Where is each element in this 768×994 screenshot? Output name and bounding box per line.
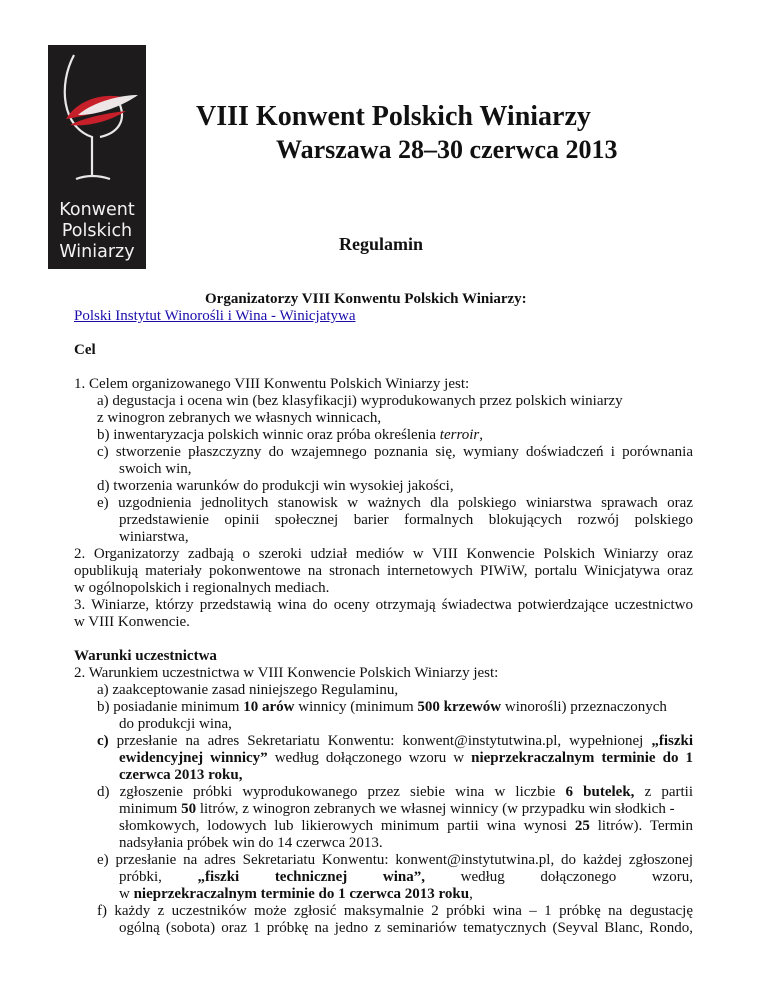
page-title: VIII Konwent Polskich Winiarzy xyxy=(196,101,591,132)
cel-item-e-line3: winiarstwa, xyxy=(119,529,189,545)
organizer-link[interactable]: Polski Instytut Winorośli i Wina - Winicjatywa xyxy=(74,308,356,324)
warunki-d2-bold: 50 xyxy=(181,801,197,817)
warunki-item-f-line1: f) każdy z uczestników może zgłosić maksymalnie 2 próbki wina – 1 próbkę na degustację xyxy=(97,903,693,919)
cel-item-b-end: , xyxy=(479,427,483,443)
warunki-b-mid: winnicy (minimum xyxy=(294,699,418,715)
cel-item-c-line1: c) stworzenie płaszczyzny do wzajemnego poznania się, wymiany doświadczeń i porównania xyxy=(97,444,693,460)
warunki-c2-bold2: nieprzekraczalnym terminie do 1 xyxy=(471,750,693,766)
warunki-c-bold: „fiszki xyxy=(651,733,693,749)
warunki-b-bold2: 500 krzewów xyxy=(417,699,502,715)
warunki-item-e-line3 xyxy=(119,886,473,903)
cel-item-d: d) tworzenia warunków do produkcji win wysokiej jakości, xyxy=(97,478,454,494)
warunki-c-label: c) xyxy=(97,733,109,749)
warunki-item-c-line2 xyxy=(119,750,693,767)
logo-line-1: Konwent xyxy=(59,200,135,220)
warunki-d2-pre: minimum xyxy=(119,801,182,817)
cel-item-e-line2: przedstawienie opinii społecznej barier formalnych blokujących rozwój polskiego xyxy=(119,512,693,528)
warunki-c3-bold: czerwca 2013 roku, xyxy=(119,767,243,783)
organizers-heading: Organizatorzy VIII Konwentu Polskich Winiarzy: xyxy=(205,291,527,307)
warunki-e2-w2: „fiszki xyxy=(197,869,240,885)
cel-point-3-line1: 3. Winiarze, którzy przedstawią wina do oceny otrzymają świadectwa potwierdzające uczestnictwo xyxy=(74,597,693,613)
warunki-item-d-line3 xyxy=(119,818,693,835)
warunki-d1-post: z partii xyxy=(644,784,694,800)
cel-point-2-line2: opublikują materiały pokonwentowe na stronach internetowych PIWiW, portalu Winicjatywa oraz xyxy=(74,563,693,579)
regulamin-heading: Regulamin xyxy=(339,234,424,254)
logo-line-2: Polskich xyxy=(61,221,133,241)
cel-item-a-line1: a) degustacja i ocena win (bez klasyfikacji) wyprodukowanych przez polskich winiarzy xyxy=(97,393,623,409)
cel-point-3-line2: w VIII Konwencie. xyxy=(74,614,190,630)
warunki-e2-w6: dołączonego xyxy=(540,869,617,885)
warunki-b-pre: b) posiadanie minimum xyxy=(97,699,244,715)
warunki-d2-post: litrów, z winogron zebranych we własnej winnicy (w przypadku win słodkich - xyxy=(196,801,675,817)
warunki-e3-pre: w xyxy=(119,886,134,902)
warunki-intro: 2. Warunkiem uczestnictwa w VIII Konwencie Polskich Winiarzy jest: xyxy=(74,665,499,681)
warunki-d1-pre: d) zgłoszenie próbki wyprodukowanego przez siebie wina w liczbie xyxy=(97,784,556,800)
cel-point-2-line3: w ogólnopolskich i regionalnych mediach. xyxy=(74,580,330,596)
warunki-b-bold1: 10 arów xyxy=(243,699,295,715)
cel-item-e-line1: e) uzgodnienia jednolitych stanowisk w ważnych dla polskiego winiarstwa sprawach oraz xyxy=(97,495,693,511)
warunki-item-f-line2: ogólną (sobota) oraz 1 próbkę na jedno z seminariów tematycznych (Seyval Blanc, Rondo, xyxy=(119,920,693,936)
konwent-logo xyxy=(48,45,146,269)
cel-point-2-line1: 2. Organizatorzy zadbają o szeroki udział mediów w VIII Konwencie Polskich Winiarzy oraz xyxy=(74,546,693,562)
warunki-b-post: winorośli) przeznaczonych xyxy=(501,699,667,715)
cel-point-1: 1. Celem organizowanego VIII Konwentu Polskich Winiarzy jest: xyxy=(74,376,470,392)
logo-line-3: Winiarzy xyxy=(59,242,135,262)
warunki-e2-w7: wzoru, xyxy=(651,869,694,885)
cel-item-b-text: b) inwentaryzacja polskich winnic oraz próba określenia xyxy=(97,427,437,443)
cel-item-a-line2: z winogron zebranych we własnych winnicach, xyxy=(97,410,382,426)
warunki-item-c-line1 xyxy=(97,733,693,750)
logo-text xyxy=(48,200,146,263)
warunki-item-d-line4: nadsyłania próbek win do 14 czerwca 2013. xyxy=(119,835,383,851)
warunki-e3-post: , xyxy=(469,886,473,902)
warunki-d1-bold: 6 butelek, xyxy=(565,784,635,800)
warunki-d3-pre: słomkowych, lodowych lub likierowych minimum partii wina wynosi xyxy=(119,818,567,834)
cel-item-b xyxy=(97,427,483,444)
warunki-item-d-line1 xyxy=(97,784,693,801)
cel-item-c-line2: swoich win, xyxy=(119,461,192,477)
warunki-item-e-line1: e) przesłanie na adres Sekretariatu Konwentu: konwent@instytutwina.pl, do każdej zgłoszonej xyxy=(97,852,693,868)
warunki-heading: Warunki uczestnictwa xyxy=(74,648,217,664)
warunki-item-a: a) zaakceptowanie zasad niniejszego Regulaminu, xyxy=(97,682,399,698)
warunki-d3-post: litrów). Termin xyxy=(597,818,693,834)
wine-glass-icon xyxy=(48,45,146,195)
warunki-e2-w1: próbki, xyxy=(119,869,162,885)
page-subtitle: Warszawa 28–30 czerwca 2013 xyxy=(276,135,618,164)
cel-heading: Cel xyxy=(74,342,96,358)
warunki-item-b-line2: do produkcji wina, xyxy=(119,716,232,732)
warunki-c-text: przesłanie na adres Sekretariatu Konwentu: konwent@instytutwina.pl, wypełnionej xyxy=(116,733,644,749)
warunki-e3-bold: nieprzekraczalnym terminie do 1 czerwca 2013 roku xyxy=(133,886,470,902)
warunki-item-e-line2 xyxy=(119,869,693,886)
warunki-c2-bold: ewidencyjnej winnicy” xyxy=(119,750,268,766)
warunki-e2-w4: wina”, xyxy=(382,869,425,885)
warunki-e2-w5: według xyxy=(460,869,505,885)
warunki-e2-w3: technicznej xyxy=(274,869,348,885)
warunki-item-d-line2 xyxy=(119,801,675,818)
warunki-c2-mid: według dołączonego wzoru w xyxy=(274,750,465,766)
warunki-item-b-line1 xyxy=(97,699,667,716)
warunki-item-c-line3 xyxy=(119,767,242,784)
warunki-d3-bold: 25 xyxy=(574,818,590,834)
cel-item-b-italic: terroir xyxy=(439,427,480,443)
